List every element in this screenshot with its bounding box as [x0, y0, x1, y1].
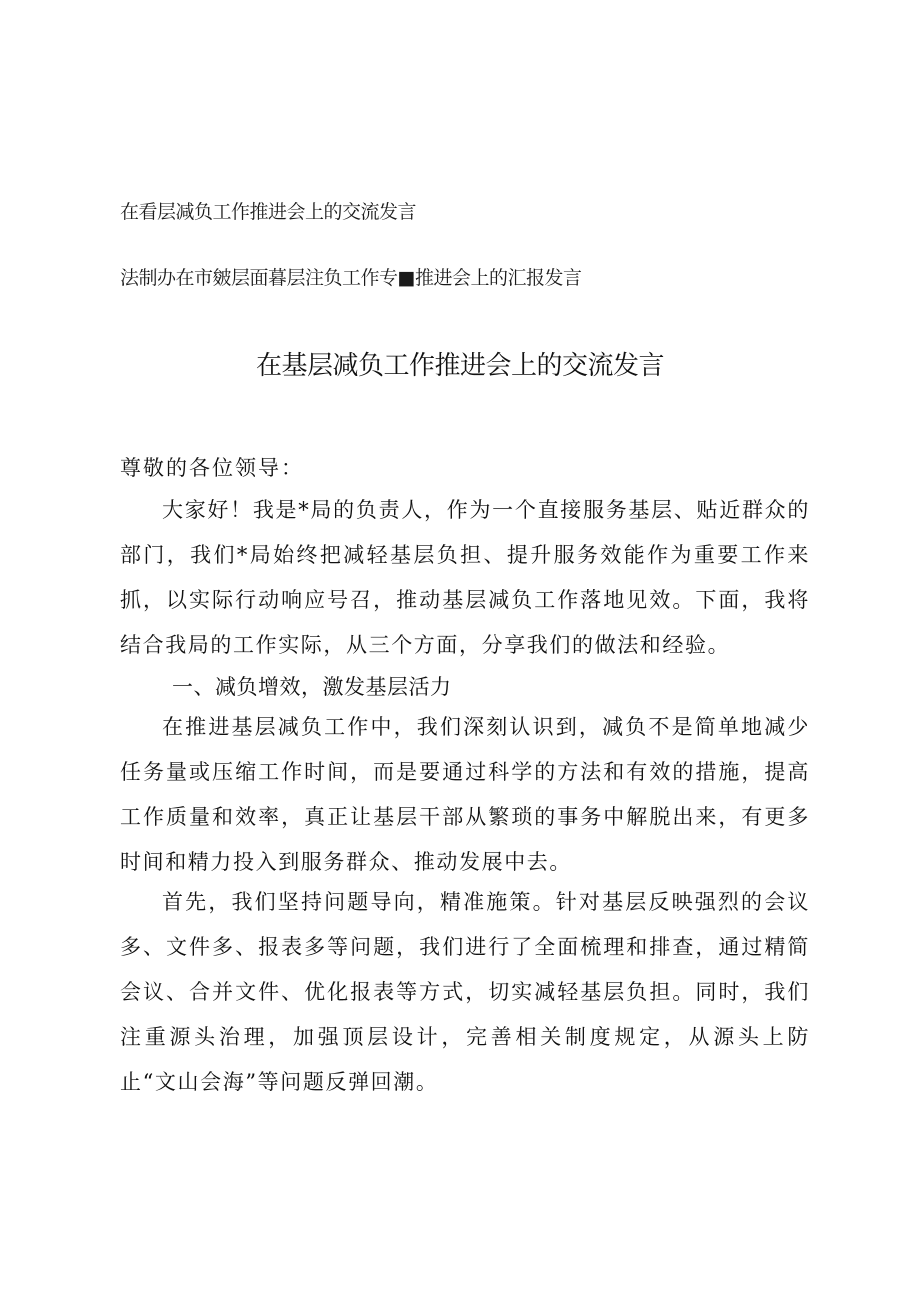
paragraph-section1-body: 在推进基层减负工作中，我们深刻认识到，减负不是简单地减少任务量或压缩工作时间，而是要通过科学的方法和有效的措施，提高工作质量和效率，真正让基层干部从繁琐的事务中解脱出来，有更多时间和精力投入到服务群众、推动发展中去。: [120, 715, 810, 874]
paragraph-intro: 大家好！我是*局的负责人，作为一个直接服务基层、贴近群众的部门，我们*局始终把减轻基层负担、提升服务效能作为重要工作来抓，以实际行动响应号召，推动基层减负工作落地见效。下面，我将结合我局的工作实际，从三个方面，分享我们的做法和经验。: [120, 498, 810, 657]
paragraph-section1-first: 首先，我们坚持问题导向，精准施策。针对基层反映强烈的会议多、文件多、报表多等问题，我们进行了全面梳理和排查，通过精简会议、合并文件、优化报表等方式，切实减轻基层负担。同时，我们注重源头治理，加强顶层设计，完善相关制度规定，从源头上防止“文山会海”等问题反弹回潮。: [120, 890, 810, 1094]
document-title: 在基层减负工作推进会上的交流发言: [255, 351, 664, 381]
section-heading-1: 一、减负增效，激发基层活力: [172, 675, 452, 699]
toc-line-1: 在看层减负工作推进会上的交流发言: [120, 201, 417, 223]
toc-line-2: 法制办在市皴层面暮层注负工作专■推进会上的汇报发言: [120, 267, 582, 289]
salutation: 尊敬的各位领导：: [120, 456, 304, 480]
